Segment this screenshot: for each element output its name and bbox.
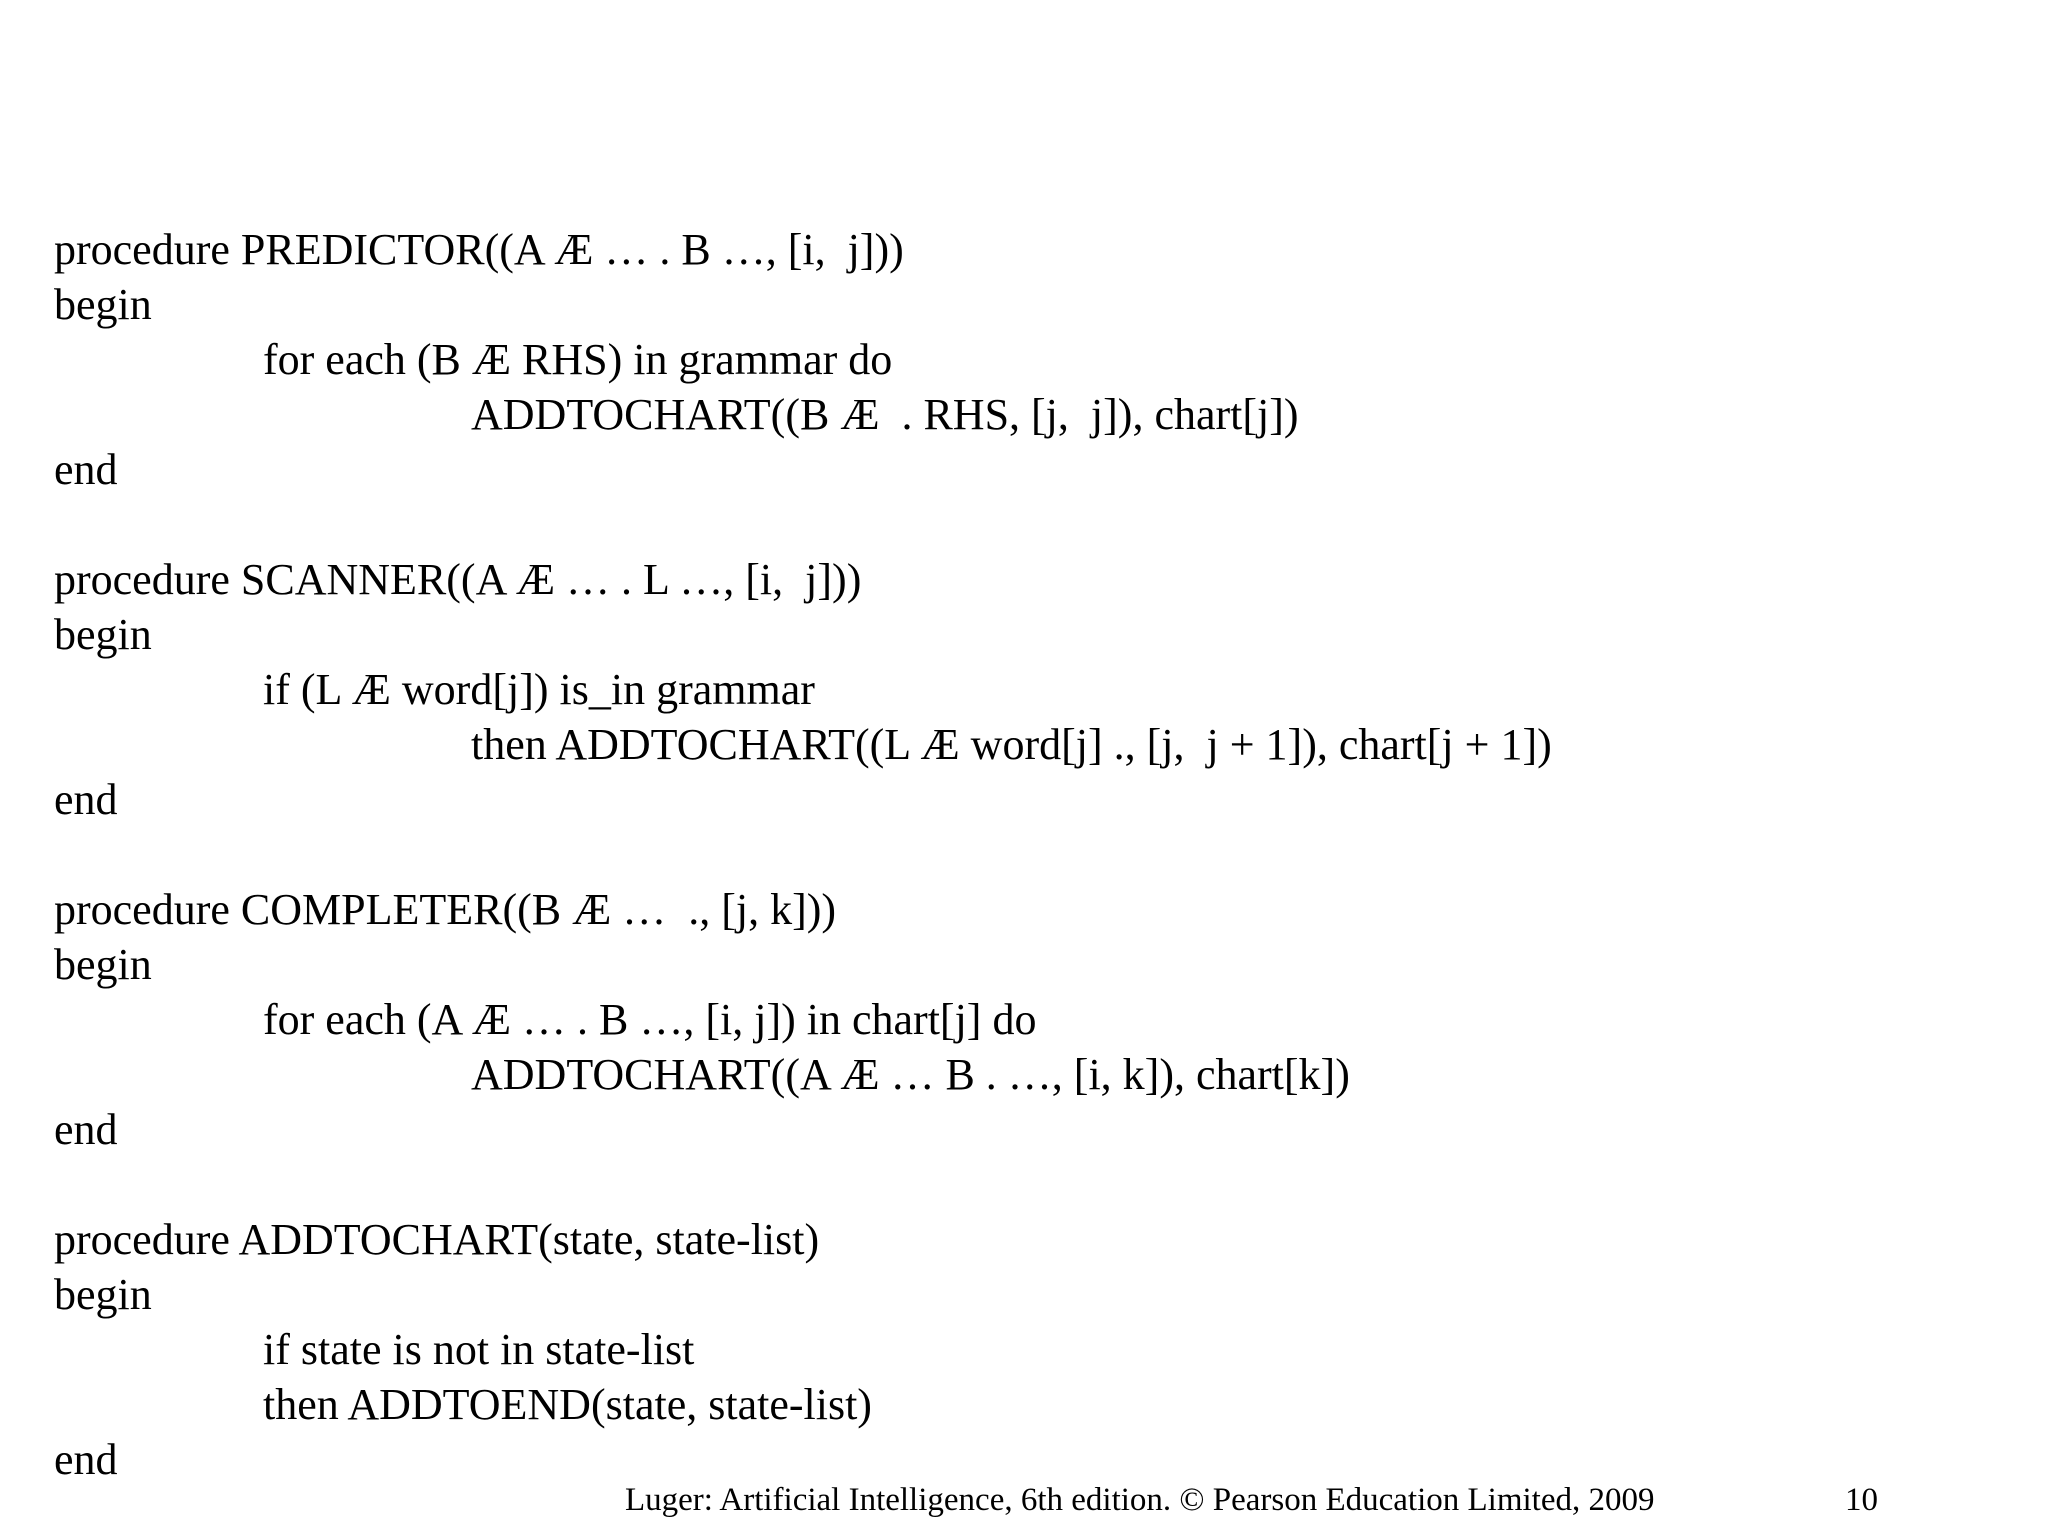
scanner-then-line: then ADDTOCHART((L Æ word[j] ., [j, j + 1]), chart[j + 1]) — [471, 720, 1552, 769]
blank-line — [54, 1157, 2014, 1212]
completer-for-each-line: for each (A Æ … . B …, [i, j]) in chart[j] do — [263, 995, 1037, 1044]
slide-footer — [0, 1480, 2048, 1520]
scanner-procedure-header: procedure SCANNER((A Æ … . L …, [i, j])) — [54, 555, 862, 604]
scanner-if-line: if (L Æ word[j]) is_in grammar — [263, 665, 815, 714]
addtochart-end: end — [54, 1435, 118, 1484]
predictor-begin: begin — [54, 280, 152, 329]
predictor-end: end — [54, 445, 118, 494]
page-number: 10 — [1845, 1482, 1878, 1518]
addtochart-begin: begin — [54, 1270, 152, 1319]
addtochart-procedure-header: procedure ADDTOCHART(state, state-list) — [54, 1215, 820, 1264]
addtochart-then-line: then ADDTOEND(state, state-list) — [263, 1380, 872, 1429]
scanner-end: end — [54, 775, 118, 824]
addtochart-if-line: if state is not in state-list — [263, 1325, 695, 1374]
completer-end: end — [54, 1105, 118, 1154]
completer-addtochart-line: ADDTOCHART((A Æ … B . …, [i, k]), chart[k]) — [471, 1050, 1350, 1099]
pseudocode-block — [54, 222, 2014, 1487]
completer-begin: begin — [54, 940, 152, 989]
footer-credit: Luger: Artificial Intelligence, 6th edition. © Pearson Education Limited, 2009 — [625, 1482, 1655, 1518]
predictor-procedure-header: procedure PREDICTOR((A Æ … . B …, [i, j])) — [54, 225, 904, 274]
blank-line — [54, 827, 2014, 882]
predictor-for-each-line: for each (B Æ RHS) in grammar do — [263, 335, 893, 384]
completer-procedure-header: procedure COMPLETER((B Æ … ., [j, k])) — [54, 885, 837, 934]
predictor-addtochart-line: ADDTOCHART((B Æ . RHS, [j, j]), chart[j]) — [471, 390, 1299, 439]
blank-line — [54, 497, 2014, 552]
scanner-begin: begin — [54, 610, 152, 659]
